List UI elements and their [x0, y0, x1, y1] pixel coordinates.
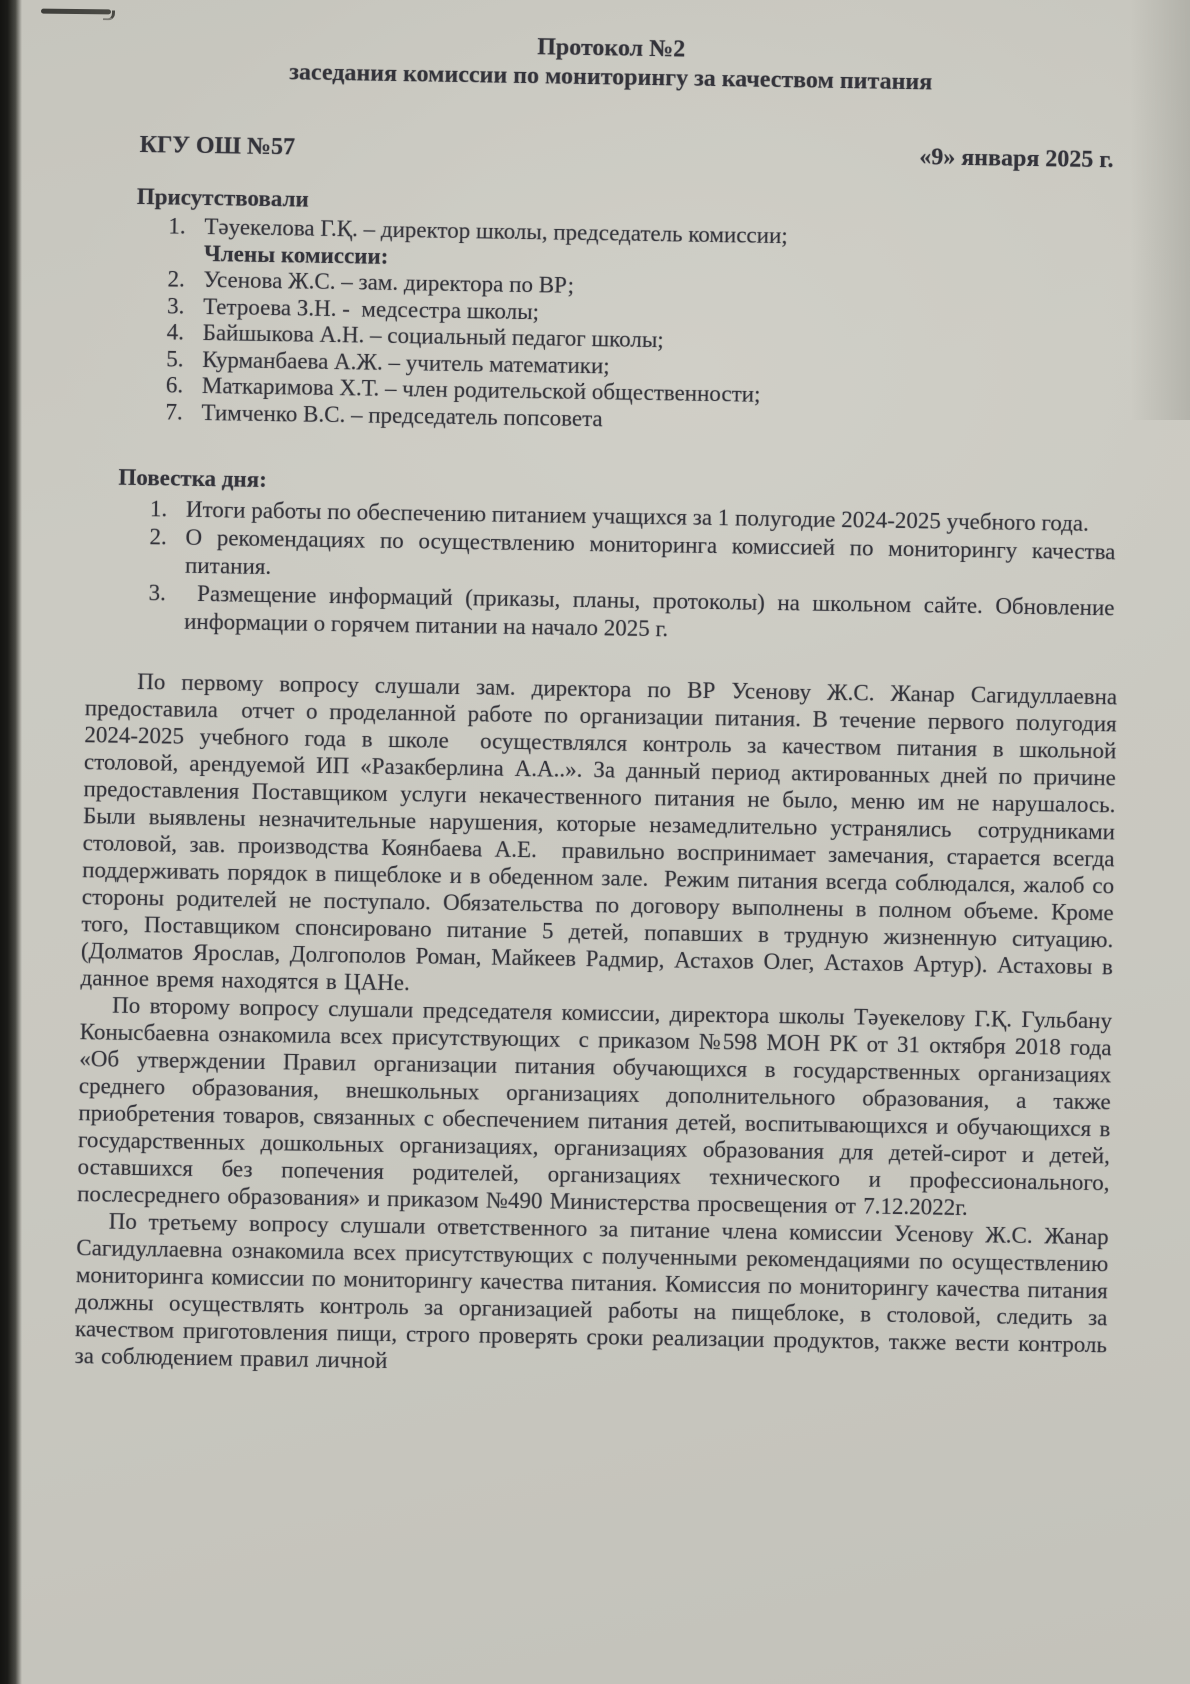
- agenda-heading: Повестка дня:: [118, 464, 268, 492]
- attendee-text: Курманбаева А.Ж. – учитель математики;: [202, 346, 610, 378]
- attendees-heading: Присутствовали: [136, 183, 309, 212]
- attendee-number: 2.: [167, 266, 186, 292]
- document-title: Протокол №2: [537, 34, 686, 63]
- protocol-date: «9» января 2025 г.: [919, 144, 1114, 174]
- agenda-number: 1.: [149, 495, 168, 521]
- attendee-text: Тетроева З.Н. - медсестра школы;: [202, 293, 540, 324]
- document-header-row: [93, 131, 1125, 174]
- attendee-text: Тәуекелова Г.Қ. – директор школы, председатель комиссии;: [204, 213, 788, 249]
- attendee-number: 7.: [165, 398, 183, 425]
- agenda-list: [86, 494, 1120, 650]
- paper-edge-shadow: [0, 0, 22, 1684]
- agenda-text: О рекомендациях по осуществлению мониторинга комиссией по мониторингу качества питания.: [184, 524, 1122, 579]
- body-paragraph-first-question: По первому вопросу слушали зам. директора по ВР Усенову Ж.С. Жанар Сагидуллаевна предоставила отчет о проделанной работе по организации питания. В течение первого полугодия 2024-2025 учебного года в школе осуществлялся контроль за качеством питания в школьной столовой, арендуемой ИП «Разакберлина А.А..». За данный период актированных дней по причине предоставления Поставщиком услуги некачественного питания не было, меню им не нарушалось. Были выявлены незначительные нарушения, которые незамедлительно устранялись сотрудниками столовой, зав. производства Коянбаева А.Е. правильно воспринимает замечания, старается всегда поддерживать порядок в пищеблоке и в обеденном зале. Режим питания всегда соблюдался, жалоб со стороны родителей не поступало. Обязательства по договору выполнены в полном объеме. Кроме того, Поставщиком спонсировано питание 5 детей, попавших в трудную жизненную ситуацию. (Долматов Ярослав, Долгополов Роман, Майкеев Радмир, Астахов Олег, Астахов Артур). Астаховы в данное время находятся в ЦАНе.: [80, 668, 1125, 996]
- document-body: [74, 667, 1127, 1385]
- attendee-text: Байшыкова А.Н. – социальный педагог школы;: [202, 319, 664, 353]
- attendees-list: [89, 212, 1124, 440]
- attendee-text: Усенова Ж.С. – зам. директора по ВР;: [203, 266, 575, 298]
- agenda-text: Итоги работы по обеспечению питанием учащихся за 1 полугодие 2024-2025 учебного года.: [185, 496, 1090, 536]
- members-heading: Члены комиссии:: [203, 240, 389, 269]
- school-name: КГУ ОШ №57: [139, 131, 296, 161]
- attendee-number: 3.: [166, 292, 185, 319]
- document-subtitle: заседания комиссии по мониторингу за качеством питания: [289, 59, 933, 96]
- attendee-number: 6.: [165, 372, 184, 398]
- attendee-text: Маткаримова Х.Т. – член родительской общественности;: [201, 372, 761, 407]
- attendee-number: 1.: [168, 213, 186, 239]
- body-paragraph-third-question: По третьему вопросу слушали ответственного за питание члена комиссии Усенову Ж.С. Жанар Сагидуллаевна ознакомила всех присутствующих с полученными рекомендациями по осуществлению мониторинга комиссии по мониторингу качества питания. Комиссия по мониторингу качества питания должны осуществлять контроль за организацией работы на пищеблоке, в столовой, следить за качеством приготовления пищи, строго проверять сроки реализации продуктов, также вести контроль за соблюдением правил личной: [74, 1208, 1117, 1373]
- agenda-text: Размещение информаций (приказы, планы, протоколы) на школьном сайте. Обновление информации о горячем питании на начало 2025 г.: [184, 580, 1121, 641]
- attendee-number: 4.: [166, 319, 185, 345]
- agenda-number: 2.: [149, 524, 167, 550]
- attendee-number: 5.: [166, 345, 184, 372]
- body-paragraph-second-question: По второму вопросу слушали председателя комиссии, директора школы Тәуекелову Г.Қ. Гульбану Конысбаевна ознакомила всех присутствующих с приказом №598 МОН РК от 31 октября 2018 года «Об утверждении Правил организации питания обучающихся в государственных организациях среднего образования, внешкольных организациях дополнительного образования, а также приобретения товаров, связанных с обеспечением питания детей, воспитывающихся и обучающихся в государственных дошкольных организациях, организациях образования для детей-сирот и детей, оставшихся без попечения родителей, организациях технического и профессионального, послесреднего образования» и приказом №490 Министерства просвещения от 7.12.2022г.: [76, 992, 1127, 1221]
- agenda-number: 3.: [148, 580, 167, 606]
- paper-shadow-right: [1130, 0, 1190, 420]
- attendee-text: Тимченко В.С. – председатель попсовета: [201, 399, 603, 431]
